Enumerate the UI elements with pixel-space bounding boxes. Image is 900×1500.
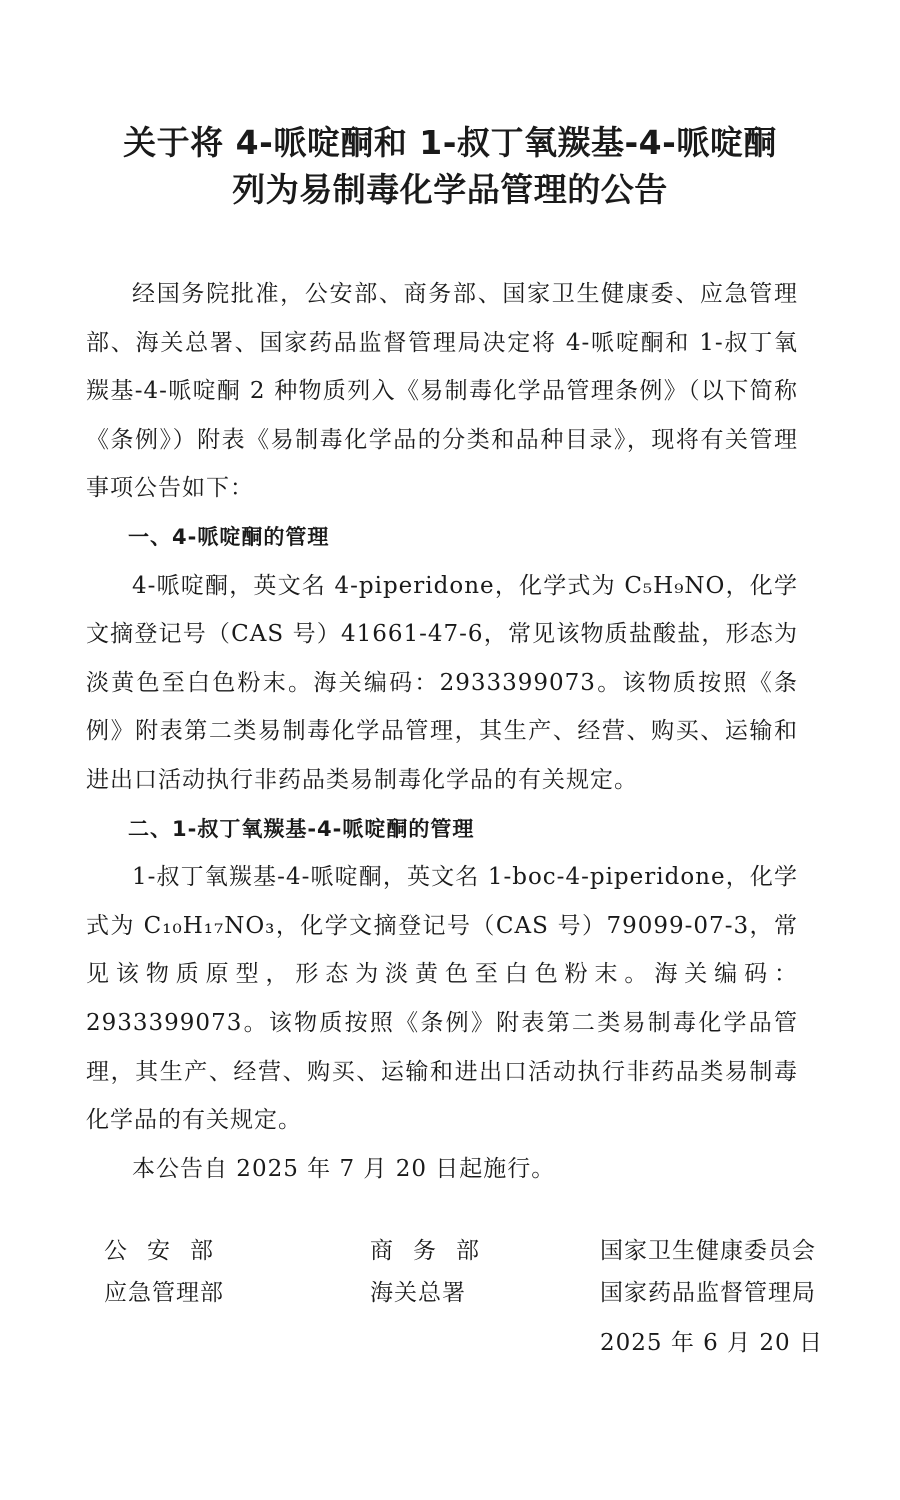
signatory-emergency-management: 应急管理部 [104,1280,224,1306]
section-1-heading: 一、4-哌啶酮的管理 [128,524,330,549]
signatory-drug-administration: 国家药品监督管理局 [600,1280,816,1306]
signatory-column-3 [600,1230,816,1314]
issue-date: 2025 年 6 月 20 日 [600,1330,823,1356]
signatory-commerce: 商务部 [370,1238,499,1264]
signatory-column-1 [104,1230,233,1314]
title-line-2: 列为易制毒化学品管理的公告 [232,170,668,209]
intro-paragraph: 经国务院批准，公安部、商务部、国家卫生健康委、应急管理部、海关总署、国家药品监督管理局决定将 4-哌啶酮和 1-叔丁氧羰基-4-哌啶酮 2 种物质列入《易制毒化学品管理条例》（以下简称《条例》）附表《易制毒化学品的分类和品种目录》，现将有关管理事项公告如下： [86,281,798,502]
signatory-health-commission: 国家卫生健康委员会 [600,1238,816,1264]
effective-date-paragraph: 本公告自 2025 年 7 月 20 日起施行。 [132,1155,556,1182]
section-1-paragraph: 4-哌啶酮，英文名 4-piperidone，化学式为 C₅H₉NO，化学文摘登记号（CAS 号）41661-47-6，常见该物质盐酸盐，形态为淡黄色至白色粉末。海关编码：2933399073。该物质按照《条例》附表第二类易制毒化学品管理，其生产、经营、购买、运输和进出口活动执行非药品类易制毒化学品的有关规定。 [86,572,798,793]
signatory-public-security: 公安部 [104,1238,233,1264]
title-line-1: 关于将 4-哌啶酮和 1-叔丁氧羰基-4-哌啶酮 [123,123,777,162]
signatory-customs: 海关总署 [370,1280,466,1306]
announcement-body [86,270,798,1193]
section-2-paragraph: 1-叔丁氧羰基-4-哌啶酮，英文名 1-boc-4-piperidone，化学式为 C₁₀H₁₇NO₃，化学文摘登记号（CAS 号）79099-07-3，常见该物质原型，形态为淡黄色至白色粉末。海关编码：2933399073。该物质按照《条例》附表第二类易制毒化学品管理，其生产、经营、购买、运输和进出口活动执行非药品类易制毒化学品的有关规定。 [86,864,798,1134]
section-2-heading: 二、1-叔丁氧羰基-4-哌啶酮的管理 [128,816,475,841]
signatory-column-2 [370,1230,499,1314]
